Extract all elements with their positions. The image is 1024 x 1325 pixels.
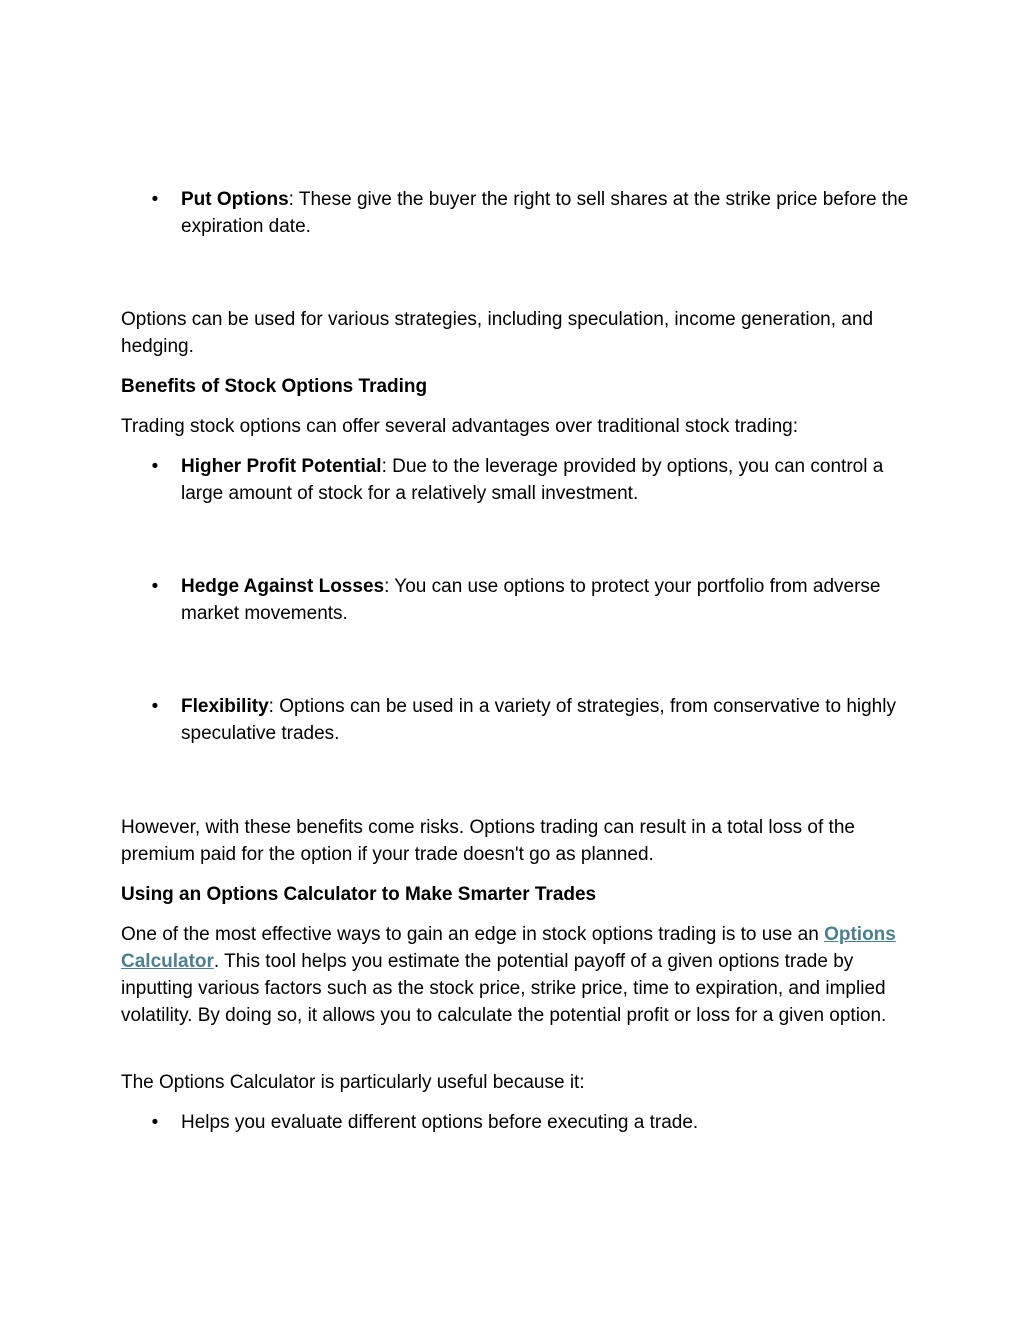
calculator-useful-lead: The Options Calculator is particularly useful because it: bbox=[121, 1072, 585, 1093]
intro-paragraph: Options can be used for various strategies, including speculation, income generation, and hedging. bbox=[121, 309, 874, 357]
list-item-text bbox=[181, 573, 911, 627]
term-flexibility: Flexibility bbox=[181, 696, 269, 717]
options-calculator-link[interactable]: Options Calculator bbox=[121, 924, 896, 972]
benefits-lead: Trading stock options can offer several advantages over traditional stock trading: bbox=[121, 416, 798, 437]
calculator-text-before: One of the most effective ways to gain an edge in stock options trading is to use an bbox=[121, 924, 825, 945]
bullet-dot: • bbox=[151, 456, 159, 477]
calculator-paragraph bbox=[121, 921, 911, 1029]
benefits-heading: Benefits of Stock Options Trading bbox=[121, 376, 428, 397]
term-higher-profit: Higher Profit Potential bbox=[181, 456, 382, 477]
term-description: : These give the buyer the right to sell shares at the strike price before the expiration date. bbox=[181, 189, 909, 237]
calculator-heading: Using an Options Calculator to Make Smarter Trades bbox=[121, 884, 597, 905]
list-item-text: Helps you evaluate different options before executing a trade. bbox=[181, 1112, 699, 1133]
term-put-options: Put Options bbox=[181, 189, 289, 210]
calculator-text-after: . This tool helps you estimate the potential payoff of a given options trade by inputting various factors such as the stock price, strike price, time to expiration, and implied volatility. By doing so, it allows you to calculate the potential profit or loss for a given option. bbox=[121, 951, 887, 1026]
term-description: : You can use options to protect your portfolio from adverse market movements. bbox=[181, 576, 881, 624]
term-description: : Options can be used in a variety of strategies, from conservative to highly speculative trades. bbox=[181, 696, 896, 744]
term-description: : Due to the leverage provided by options, you can control a large amount of stock for a relatively small investment. bbox=[181, 456, 884, 504]
list-item-text bbox=[181, 186, 911, 240]
risk-paragraph: However, with these benefits come risks. Options trading can result in a total loss of the premium paid for the option if your trade doesn't go as planned. bbox=[121, 817, 855, 865]
bullet-dot: • bbox=[151, 696, 159, 717]
list-item-text bbox=[181, 453, 911, 507]
bullet-dot: • bbox=[151, 576, 159, 597]
bullet-dot: • bbox=[151, 189, 159, 210]
list-item-text bbox=[181, 693, 911, 747]
bullet-dot: • bbox=[151, 1112, 159, 1133]
term-hedge: Hedge Against Losses bbox=[181, 576, 385, 597]
